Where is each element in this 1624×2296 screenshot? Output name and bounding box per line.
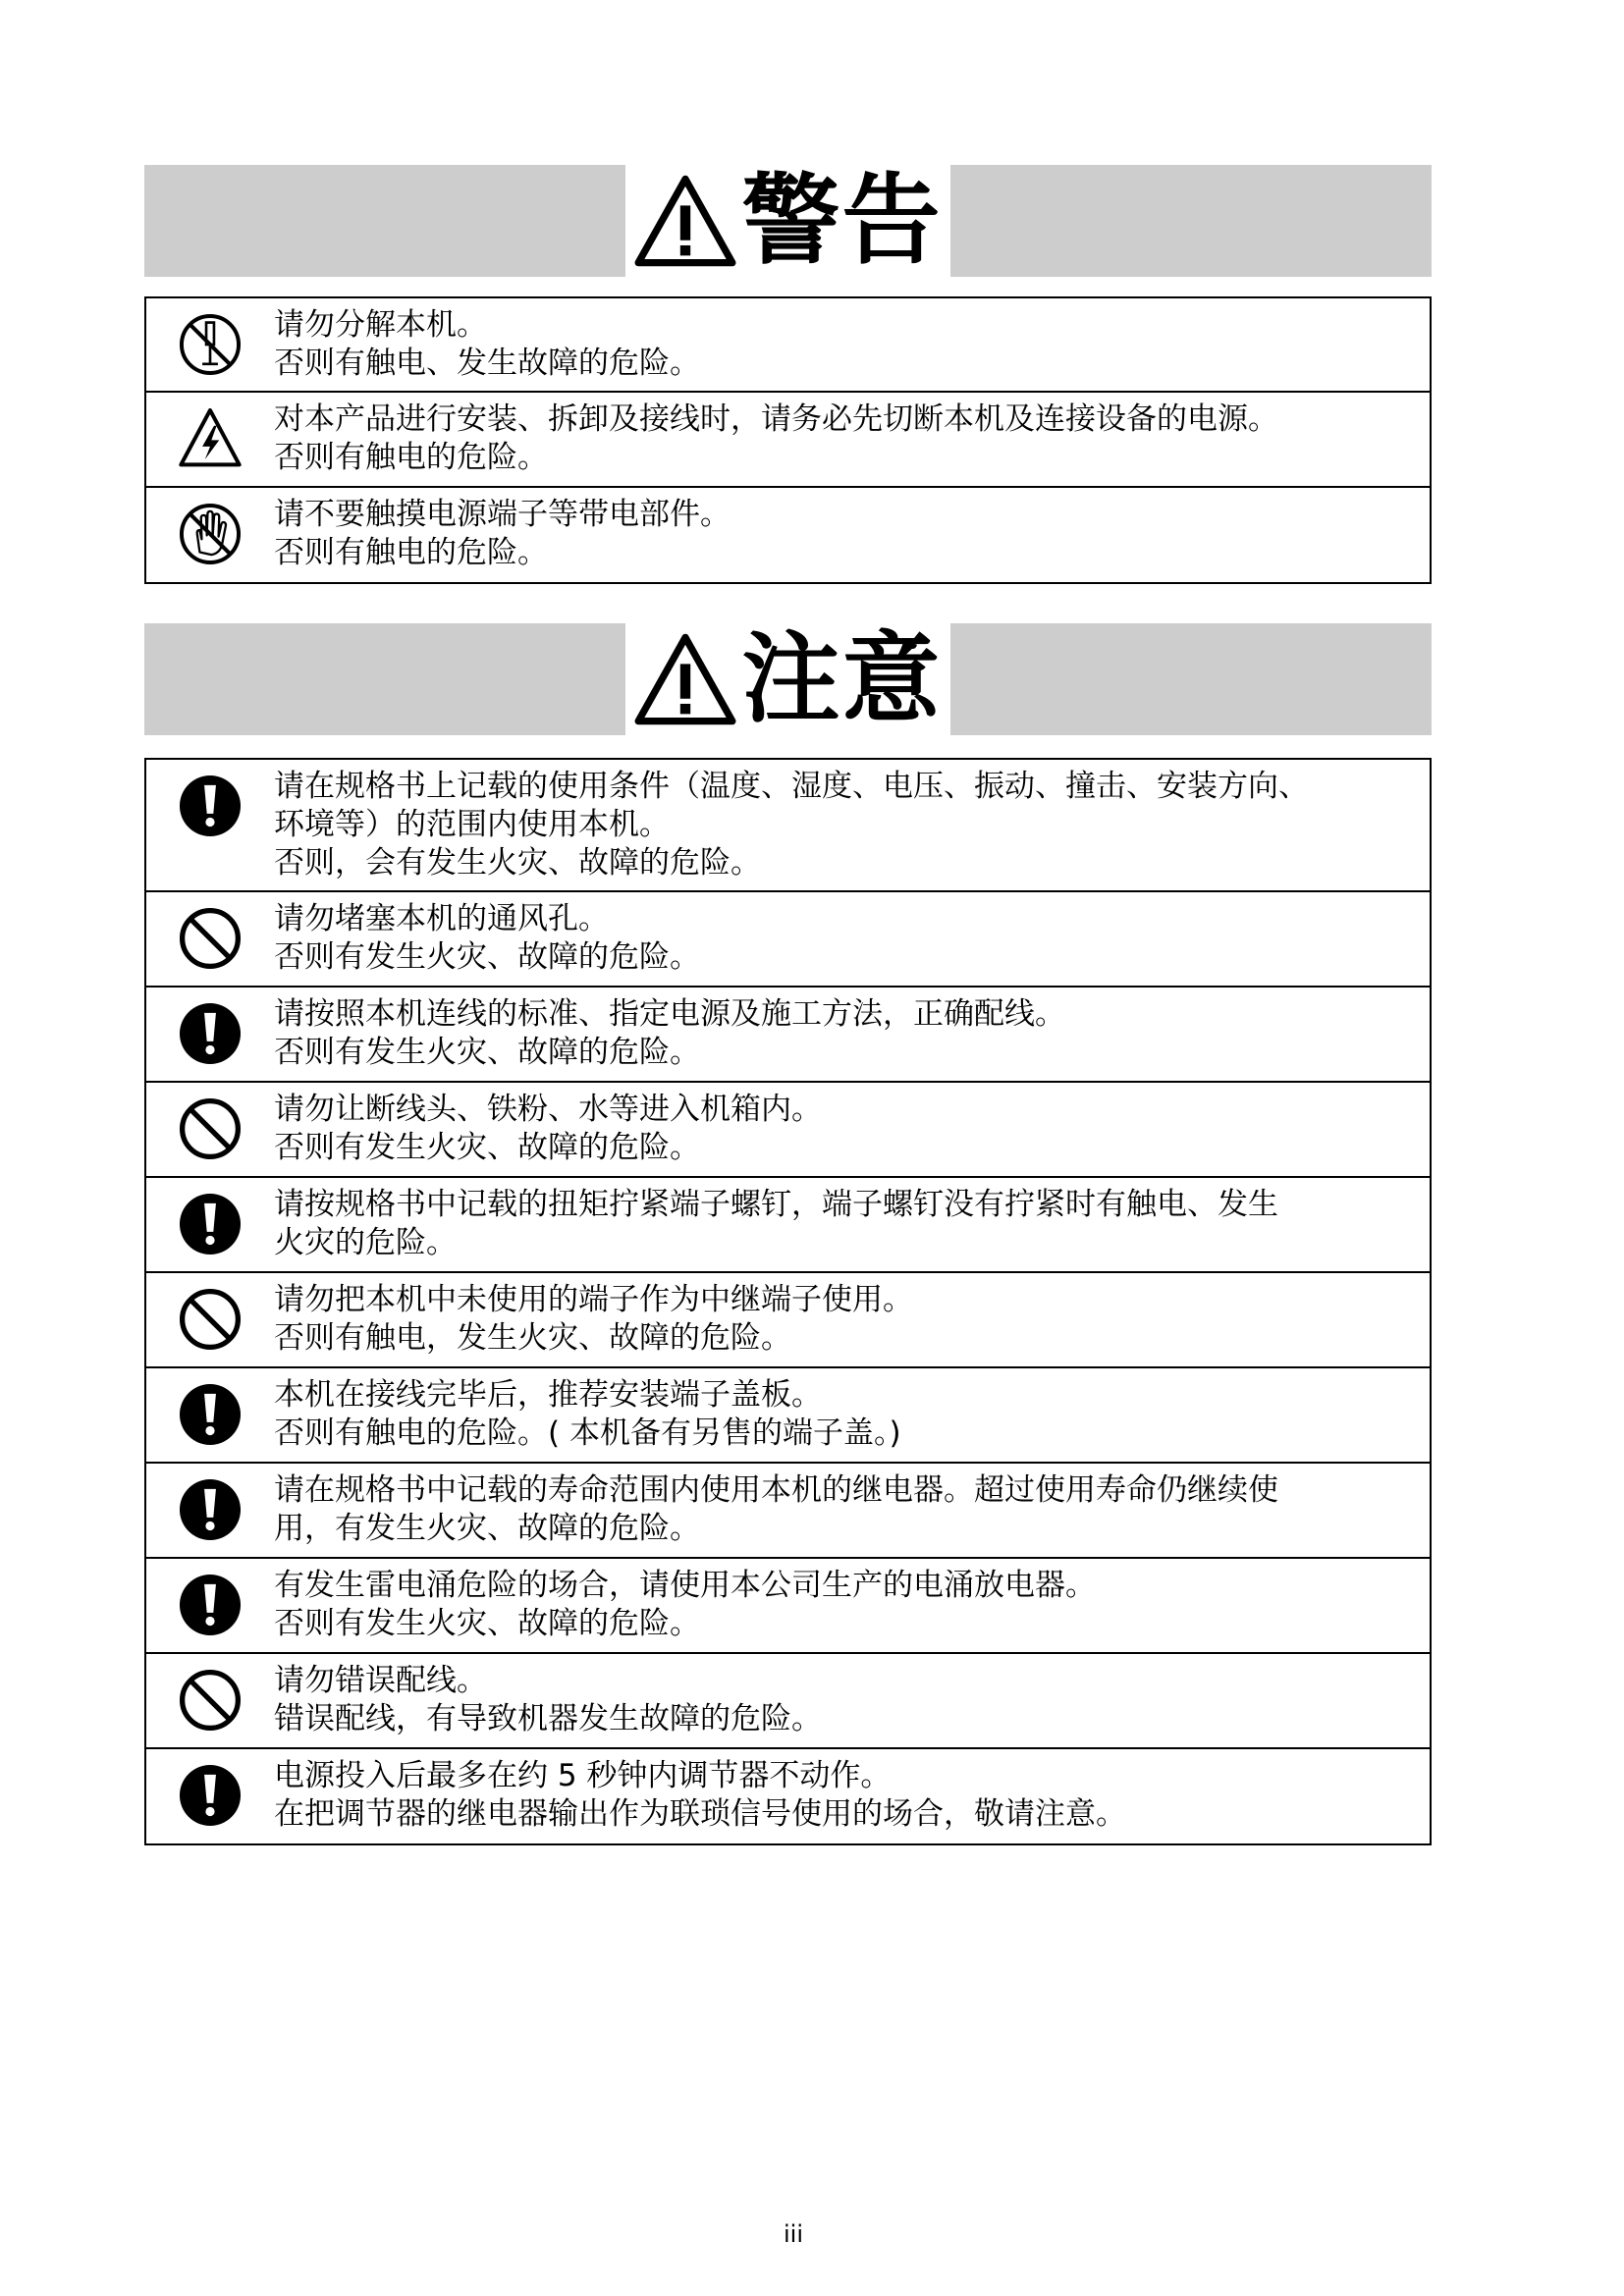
- banner-bar-left: [144, 165, 625, 277]
- item-text-line: 否则有发生火灾、故障的危险。: [274, 1035, 700, 1070]
- warning-item: [146, 488, 1430, 582]
- item-icon-cell: [146, 988, 274, 1081]
- mandatory-icon: [178, 1573, 243, 1637]
- item-icon-cell: [146, 760, 274, 890]
- item-text-line: 请按规格书中记载的扭矩拧紧端子螺钉，端子螺钉没有拧紧时有触电、发生: [274, 1187, 1278, 1222]
- prohibited-icon: [178, 1668, 243, 1733]
- banner-bar-right: [950, 165, 1432, 277]
- item-text-line: 否则有触电，发生火灾、故障的危险。: [274, 1320, 791, 1356]
- prohibited-icon: [178, 906, 243, 971]
- item-text-line: 请勿分解本机。: [274, 307, 487, 343]
- item-text: [274, 1464, 1430, 1557]
- prohibited-icon: [178, 1287, 243, 1352]
- item-text-line: 有发生雷电涌危险的场合，请使用本公司生产的电涌放电器。: [274, 1568, 1096, 1603]
- banner-bar-left: [144, 623, 625, 735]
- item-text: [274, 1749, 1430, 1843]
- item-text-line: 火灾的危险。: [274, 1225, 457, 1260]
- caution-item: [146, 1273, 1430, 1368]
- item-text-line: 对本产品进行安装、拆卸及接线时，请务必先切断本机及连接设备的电源。: [274, 401, 1278, 437]
- caution-item: [146, 1083, 1430, 1178]
- no-touch-icon: [178, 502, 243, 566]
- no-disassembly-icon: [178, 312, 243, 377]
- caution-item: [146, 988, 1430, 1083]
- warning-heading: [625, 165, 950, 277]
- item-text-line: 否则有触电、发生故障的危险。: [274, 346, 700, 381]
- electric-shock-icon: [178, 406, 243, 471]
- caution-banner: [144, 623, 1432, 735]
- item-text-line: 环境等）的范围内使用本机。: [274, 807, 670, 842]
- item-text-line: 请勿堵塞本机的通风孔。: [274, 901, 609, 936]
- caution-item: [146, 760, 1430, 892]
- warning-item: [146, 393, 1430, 488]
- item-icon-cell: [146, 298, 274, 391]
- caution-item: [146, 892, 1430, 988]
- warning-banner: [144, 165, 1432, 277]
- item-icon-cell: [146, 1464, 274, 1557]
- item-text-line: 请按照本机连线的标准、指定电源及施工方法，正确配线。: [274, 996, 1065, 1032]
- mandatory-icon: [178, 774, 243, 838]
- item-text-line: 请勿错误配线。: [274, 1663, 487, 1698]
- item-icon-cell: [146, 892, 274, 986]
- caution-table: [144, 758, 1432, 1845]
- warning-triangle-icon: [634, 633, 736, 725]
- item-text: [274, 760, 1430, 890]
- caution-heading-text: 注意: [741, 621, 943, 736]
- caution-item: [146, 1464, 1430, 1559]
- item-text-line: 请勿把本机中未使用的端子作为中继端子使用。: [274, 1282, 913, 1317]
- banner-bar-right: [950, 623, 1432, 735]
- item-text-line: 本机在接线完毕后，推荐安装端子盖板。: [274, 1377, 822, 1413]
- item-text-line: 请在规格书上记载的使用条件（温度、湿度、电压、振动、撞击、安装方向、: [274, 769, 1309, 804]
- item-text-line: 用，有发生火灾、故障的危险。: [274, 1511, 700, 1546]
- item-text-line: 在把调节器的继电器输出作为联琐信号使用的场合，敬请注意。: [274, 1796, 1126, 1832]
- item-icon-cell: [146, 1083, 274, 1176]
- item-text-line: 电源投入后最多在约 5 秒钟内调节器不动作。: [274, 1758, 892, 1793]
- warning-triangle-icon: [634, 175, 736, 267]
- item-text-line: 否则有发生火灾、故障的危险。: [274, 939, 700, 975]
- item-icon-cell: [146, 1559, 274, 1652]
- item-text-line: 否则有发生火灾、故障的危险。: [274, 1130, 700, 1165]
- mandatory-icon: [178, 1763, 243, 1828]
- item-icon-cell: [146, 393, 274, 486]
- caution-item: [146, 1368, 1430, 1464]
- page-number: iii: [783, 2220, 803, 2248]
- item-text-line: 否则有触电的危险。( 本机备有另售的端子盖。): [274, 1415, 901, 1451]
- mandatory-icon: [178, 1382, 243, 1447]
- mandatory-icon: [178, 1477, 243, 1542]
- prohibited-icon: [178, 1096, 243, 1161]
- item-icon-cell: [146, 1368, 274, 1462]
- item-icon-cell: [146, 488, 274, 582]
- item-text: [274, 1559, 1430, 1652]
- item-text: [274, 1083, 1430, 1176]
- item-icon-cell: [146, 1273, 274, 1366]
- caution-item: [146, 1654, 1430, 1749]
- item-text: [274, 988, 1430, 1081]
- warning-heading-text: 警告: [741, 163, 943, 278]
- caution-item: [146, 1178, 1430, 1273]
- item-text-line: 否则有触电的危险。: [274, 440, 548, 475]
- item-text: [274, 1273, 1430, 1366]
- caution-item: [146, 1559, 1430, 1654]
- item-text-line: 请勿让断线头、铁粉、水等进入机箱内。: [274, 1092, 822, 1127]
- caution-heading: [625, 623, 950, 735]
- item-text: [274, 488, 1430, 582]
- warning-table: [144, 296, 1432, 584]
- warning-item: [146, 298, 1430, 393]
- item-text: [274, 1368, 1430, 1462]
- item-text: [274, 393, 1430, 486]
- mandatory-icon: [178, 1192, 243, 1256]
- item-text: [274, 1654, 1430, 1747]
- item-text-line: 请不要触摸电源端子等带电部件。: [274, 497, 731, 532]
- item-text: [274, 892, 1430, 986]
- item-text-line: 否则，会有发生火灾、故障的危险。: [274, 845, 761, 881]
- item-icon-cell: [146, 1749, 274, 1843]
- item-text: [274, 298, 1430, 391]
- mandatory-icon: [178, 1001, 243, 1066]
- item-text-line: 否则有发生火灾、故障的危险。: [274, 1606, 700, 1641]
- item-text-line: 否则有触电的危险。: [274, 535, 548, 570]
- item-text-line: 错误配线，有导致机器发生故障的危险。: [274, 1701, 822, 1736]
- item-icon-cell: [146, 1654, 274, 1747]
- item-text: [274, 1178, 1430, 1271]
- item-text-line: 请在规格书中记载的寿命范围内使用本机的继电器。超过使用寿命仍继续使: [274, 1472, 1278, 1508]
- item-icon-cell: [146, 1178, 274, 1271]
- caution-item: [146, 1749, 1430, 1843]
